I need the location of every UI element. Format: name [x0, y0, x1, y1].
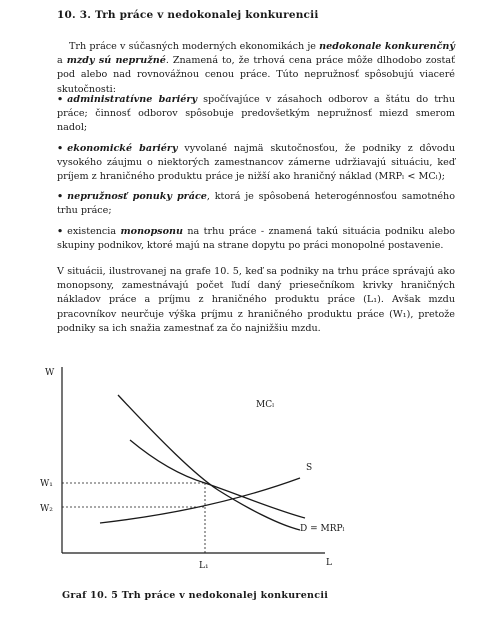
bullet-item [57, 190, 455, 218]
figure-caption: Graf 10. 5 Trh práce v nedokonalej konkurencii [62, 590, 329, 601]
bullet-dot-icon: • [57, 191, 64, 203]
intro-text-3: . Znamená to, že trhová cena práce môže dlhodobo zostať pod alebo nad rovnovážnou cenou práce. Túto nepružnosť spôsobujú viaceré skutočnosti: [57, 55, 455, 95]
intro-paragraph [57, 40, 455, 97]
x-axis-label: L [326, 558, 332, 568]
bullet-text: , ktorá je spôsobená heterogénnosťou samotného trhu práce; [57, 191, 455, 217]
bullet-dot-icon: • [57, 94, 64, 105]
bullet-dot-icon: • [57, 142, 64, 154]
intro-text-2: a [57, 55, 67, 67]
intro-text-1: Trh práce v súčasných moderných ekonomikách je [69, 41, 320, 52]
mc-label: MCₗ [256, 400, 275, 410]
bullet-list [57, 93, 455, 259]
bullet-term: nepružnosť ponuky práce [67, 191, 207, 203]
supply-curve [100, 478, 300, 523]
intro-emphasis-2: mzdy sú nepružné [66, 55, 166, 67]
y-axis-label: W [45, 368, 55, 378]
explanation-paragraph: V situácii, ilustrovanej na grafe 10. 5, keď sa podniky na trhu práce správajú ako monopsony, zamestnávajú počet ľudí daný priesečníkom krivky hraničných nákladov práce a príjmu z hraničného produktu práce (L₁). Avšak mzdu pracovníkov neurčuje výška príjmu z hraničného produktu práce (W₁), pretože podniky sa ich snažia zamestnať za čo najnižšiu mzdu. [57, 266, 455, 334]
intro-emphasis-1: nedokonale konkurenčný [319, 41, 455, 52]
bullet-text: na trhu práce - znamená takú situácia podniku alebo skupiny podnikov, ktoré majú na strane dopytu po práci monopolné postavenie. [57, 225, 455, 251]
d-label: D = MRPₗ [300, 524, 345, 534]
w1-label: W₁ [40, 479, 53, 489]
mc-curve [118, 395, 300, 530]
bullet-text: vyvolané najmä skutočnosťou, že podniky z dôvodu vysokého záujmu o niektorých zamestnancov zámerne udržiavajú situáciu, keď príjem z hraničného produktu práce je nižší ako hraničný náklad (MRPₗ < MCₗ); [57, 142, 455, 183]
bullet-term: monopsonu [120, 225, 183, 237]
demand-curve [130, 440, 305, 518]
l1-label: L₁ [199, 561, 209, 571]
s-label: S [306, 463, 313, 473]
section-heading: 10. 3. Trh práce v nedokonalej konkurencii [57, 9, 319, 21]
bullet-item [57, 225, 455, 253]
bullet-term: ekonomické bariéry [67, 142, 178, 154]
w2-label: W₂ [40, 504, 53, 514]
bullet-text: spočívajúce v zásahoch odborov a štátu do trhu práce; činnosť odborov spôsobuje predovšetkým nepružnosť miezd smerom nadol; [57, 94, 455, 134]
bullet-dot-icon: • [57, 225, 64, 237]
bullet-prefix: existencia [67, 225, 121, 237]
monopsony-graph [0, 355, 491, 585]
bullet-item [57, 142, 455, 185]
bullet-term: administratívne bariéry [67, 94, 198, 105]
bullet-item [57, 93, 455, 136]
